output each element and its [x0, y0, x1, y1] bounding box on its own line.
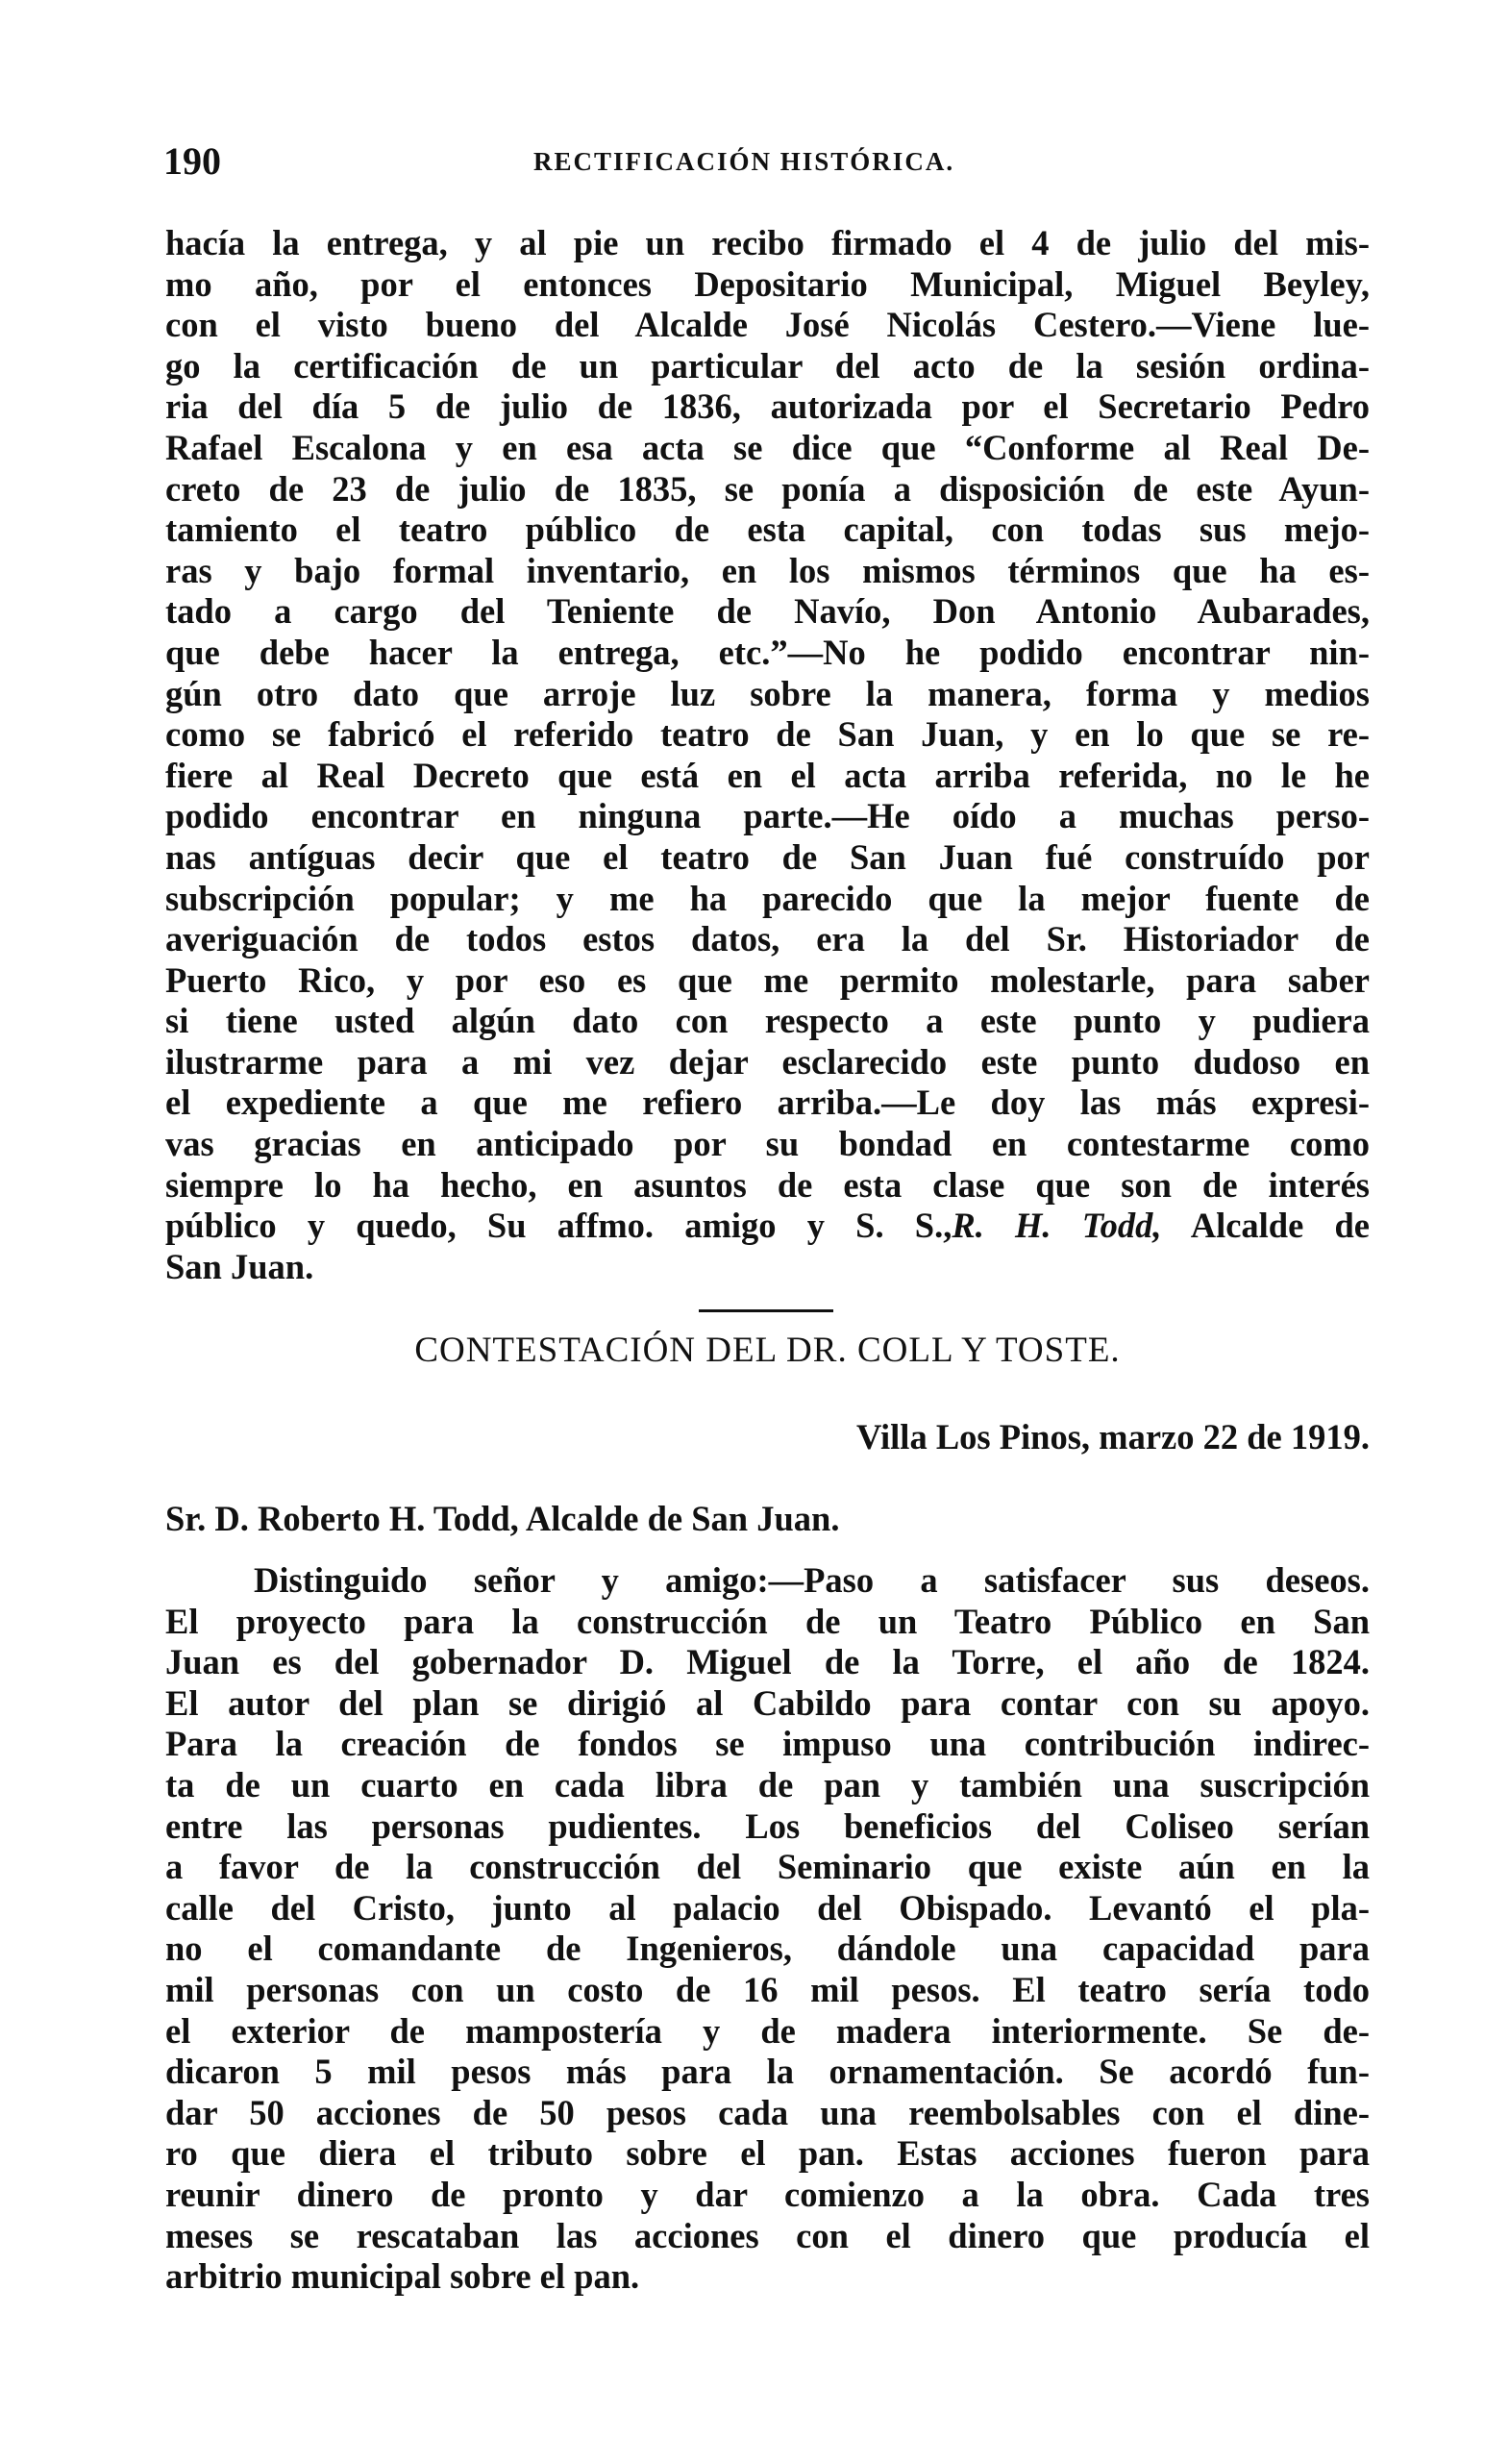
section-divider — [699, 1309, 833, 1312]
text-line: con el visto bueno del Alcalde José Nicolás Cestero.—Viene lue- — [165, 305, 1370, 345]
text-line: no el comandante de Ingenieros, dándole una capacidad para — [165, 1929, 1370, 1969]
text-line: ilustrarme para a mi vez dejar esclarecido este punto dudoso en — [165, 1041, 1370, 1082]
running-head: RECTIFICACIÓN HISTÓRICA. — [533, 147, 955, 176]
text-line: dar 50 acciones de 50 pesos cada una reembolsables con el dine- — [165, 2092, 1370, 2132]
text-line: siempre lo ha hecho, en asuntos de esta clase que son de interés — [165, 1164, 1370, 1205]
signature-name: R. H. Todd, — [952, 1206, 1162, 1246]
text-line: El proyecto para la construcción de un Teatro Público en San — [165, 1601, 1370, 1641]
text-line: nas antíguas decir que el teatro de San Juan fué construído por — [165, 836, 1370, 877]
text-line: ro que diera el tributo sobre el pan. Estas acciones fueron para — [165, 2133, 1370, 2174]
text-line: dicaron 5 mil pesos más para la ornamentación. Se acordó fun- — [165, 2052, 1370, 2092]
text-line: que debe hacer la entrega, etc.”—No he podido encontrar nin- — [165, 632, 1370, 672]
letter-addressee: Sr. D. Roberto H. Todd, Alcalde de San Juan. — [165, 1499, 840, 1538]
text-line: arbitrio municipal sobre el pan. — [165, 2256, 640, 2297]
text-line: ta de un cuarto en cada libra de pan y también una suscripción — [165, 1764, 1370, 1804]
text-line: San Juan. — [165, 1246, 314, 1286]
text-line: ras y bajo formal inventario, en los mismos términos que ha es- — [165, 550, 1370, 590]
text-line: a favor de la construcción del Seminario que existe aún en la — [165, 1847, 1370, 1887]
page-header — [163, 133, 1374, 190]
text-line: fiere al Real Decreto que está en el acta arriba referida, no le he — [165, 755, 1370, 795]
text-line: podido encontrar en ninguna parte.—He oído a muchas perso- — [165, 796, 1370, 836]
text-line: averiguación de todos estos datos, era la del Sr. Historiador de — [165, 919, 1370, 959]
text-line: Puerto Rico, y por eso es que me permito molestarle, para saber — [165, 959, 1370, 1000]
text-line: tado a cargo del Teniente de Navío, Don Antonio Aubarades, — [165, 591, 1370, 632]
text-line: tamiento el teatro público de esta capital, con todas sus mejo- — [165, 510, 1370, 550]
page-number: 190 — [163, 139, 221, 183]
text-line: go la certificación de un particular del acto de la sesión ordina- — [165, 345, 1370, 386]
text-line: gún otro dato que arroje luz sobre la manera, forma y medios — [165, 673, 1370, 713]
closing-text: público y quedo, Su affmo. amigo y S. S., — [165, 1206, 952, 1246]
text-line: ria del día 5 de julio de 1836, autorizada por el Secretario Pedro — [165, 386, 1370, 427]
text-line: mil personas con un costo de 16 mil pesos. El teatro sería todo — [165, 1969, 1370, 2009]
text-line: mo año, por el entonces Depositario Municipal, Miguel Beyley, — [165, 263, 1370, 304]
reply-paragraph — [165, 1560, 1370, 2298]
signature-line — [165, 1206, 1370, 1247]
letter-paragraph — [165, 223, 1370, 1287]
letter-dateline: Villa Los Pinos, marzo 22 de 1919. — [856, 1417, 1370, 1456]
text-line: calle del Cristo, junto al palacio del Obispado. Levantó el pla- — [165, 1887, 1370, 1928]
text-line: el exterior de mampostería y de madera interiormente. Se de- — [165, 2010, 1370, 2051]
text-line: Distinguido señor y amigo:—Paso a satisfacer sus deseos. — [254, 1560, 1370, 1600]
text-line: hacía la entrega, y al pie un recibo firmado el 4 de julio del mis- — [165, 223, 1370, 262]
text-line: meses se rescataban las acciones con el dinero que producía el — [165, 2215, 1370, 2255]
text-line: el expediente a que me refiero arriba.—Le doy las más expresi- — [165, 1083, 1370, 1123]
text-line: entre las personas pudientes. Los beneficios del Coliseo serían — [165, 1805, 1370, 1846]
section-title: CONTESTACIÓN DEL DR. COLL Y TOSTE. — [414, 1331, 1121, 1370]
text-line: como se fabricó el referido teatro de San Juan, y en lo que se re- — [165, 714, 1370, 755]
text-line: Para la creación de fondos se impuso una contribución indirec- — [165, 1724, 1370, 1764]
text-line: Rafael Escalona y en esa acta se dice que “Conforme al Real De- — [165, 427, 1370, 467]
text-line: El autor del plan se dirigió al Cabildo para contar con su apoyo. — [165, 1682, 1370, 1723]
text-line: creto de 23 de julio de 1835, se ponía a disposición de este Ayun- — [165, 468, 1370, 509]
text-line: si tiene usted algún dato con respecto a este punto y pudiera — [165, 1001, 1370, 1041]
text-line: subscripción popular; y me ha parecido que la mejor fuente de — [165, 878, 1370, 918]
text-line: Juan es del gobernador D. Miguel de la Torre, el año de 1824. — [165, 1642, 1370, 1682]
signature-title: Alcalde de — [1161, 1206, 1370, 1246]
text-line: vas gracias en anticipado por su bondad en contestarme como — [165, 1124, 1370, 1164]
text-line: reunir dinero de pronto y dar comienzo a la obra. Cada tres — [165, 2174, 1370, 2214]
